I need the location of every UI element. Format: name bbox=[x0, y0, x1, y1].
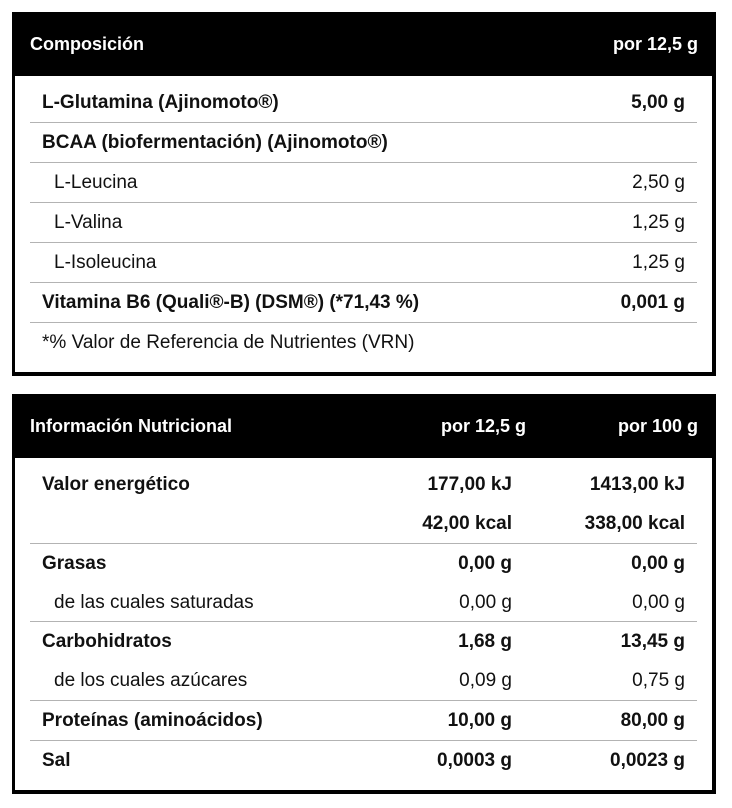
row-value: 2,50 g bbox=[632, 172, 685, 193]
value-100g: 0,75 g bbox=[632, 670, 685, 691]
row-label: Grasas bbox=[42, 553, 107, 574]
nutrition-row-salt bbox=[30, 741, 697, 781]
row-value: 0,001 g bbox=[620, 292, 685, 313]
nutrition-row-energy bbox=[30, 465, 697, 544]
nutrition-row-fat bbox=[30, 544, 697, 583]
value-100g: 0,00 g bbox=[631, 553, 685, 574]
value-serving: 1,68 g bbox=[458, 631, 512, 652]
composition-row-vitamin-b6 bbox=[30, 283, 697, 323]
row-value: 1,25 g bbox=[632, 212, 685, 233]
row-label: L-Valina bbox=[54, 212, 123, 233]
row-label: de los cuales azúcares bbox=[54, 670, 248, 691]
nutrition-col-100g: por 100 g bbox=[617, 416, 698, 436]
row-label: Sal bbox=[42, 750, 71, 771]
row-label: L-Leucina bbox=[54, 172, 138, 193]
row-label: BCAA (biofermentación) (Ajinomoto®) bbox=[42, 132, 388, 153]
value-100g: 0,00 g bbox=[632, 592, 685, 613]
row-label: Vitamina B6 (Quali®-B) (DSM®) (*71,43 %) bbox=[42, 292, 420, 313]
energy-kj-serving: 177,00 kJ bbox=[427, 474, 512, 495]
nutrition-title: Información Nutricional bbox=[30, 416, 233, 436]
energy-kcal-100g: 338,00 kcal bbox=[584, 513, 685, 534]
nutrition-row-protein bbox=[30, 701, 697, 741]
value-100g: 80,00 g bbox=[620, 710, 685, 731]
composition-row-bcaa bbox=[30, 123, 697, 163]
value-serving: 0,00 g bbox=[458, 553, 512, 574]
nutrition-row-saturated bbox=[30, 583, 697, 622]
composition-footnote-row bbox=[30, 323, 697, 363]
row-label: Valor energético bbox=[42, 474, 190, 495]
row-label: Proteínas (aminoácidos) bbox=[42, 710, 263, 731]
value-100g: 13,45 g bbox=[620, 631, 685, 652]
composition-row-leucine bbox=[30, 163, 697, 203]
value-serving: 0,09 g bbox=[459, 670, 512, 691]
energy-kcal-serving: 42,00 kcal bbox=[422, 513, 512, 534]
row-label: de las cuales saturadas bbox=[54, 592, 254, 613]
footnote: *% Valor de Referencia de Nutrientes (VRN) bbox=[42, 332, 415, 353]
value-serving: 0,0003 g bbox=[437, 750, 512, 771]
row-label: L-Glutamina (Ajinomoto®) bbox=[42, 92, 279, 113]
nutrition-table bbox=[12, 394, 716, 794]
row-value: 1,25 g bbox=[632, 252, 685, 273]
composition-title: Composición bbox=[30, 34, 145, 54]
nutrition-header bbox=[12, 394, 716, 458]
composition-row-glutamine bbox=[30, 83, 697, 123]
composition-row-isoleucine bbox=[30, 243, 697, 283]
composition-header bbox=[12, 12, 716, 76]
value-serving: 10,00 g bbox=[447, 710, 512, 731]
composition-col-serving: por 12,5 g bbox=[612, 34, 698, 54]
energy-kj-100g: 1413,00 kJ bbox=[589, 474, 685, 495]
value-serving: 0,00 g bbox=[459, 592, 512, 613]
row-label: L-Isoleucina bbox=[54, 252, 157, 273]
nutrition-row-sugars bbox=[30, 661, 697, 701]
row-value: 5,00 g bbox=[631, 92, 685, 113]
row-label: Carbohidratos bbox=[42, 631, 172, 652]
composition-table bbox=[12, 12, 716, 376]
nutrition-row-carbs bbox=[30, 622, 697, 661]
value-100g: 0,0023 g bbox=[610, 750, 685, 771]
nutrition-col-serving: por 12,5 g bbox=[440, 416, 526, 436]
composition-row-valine bbox=[30, 203, 697, 243]
